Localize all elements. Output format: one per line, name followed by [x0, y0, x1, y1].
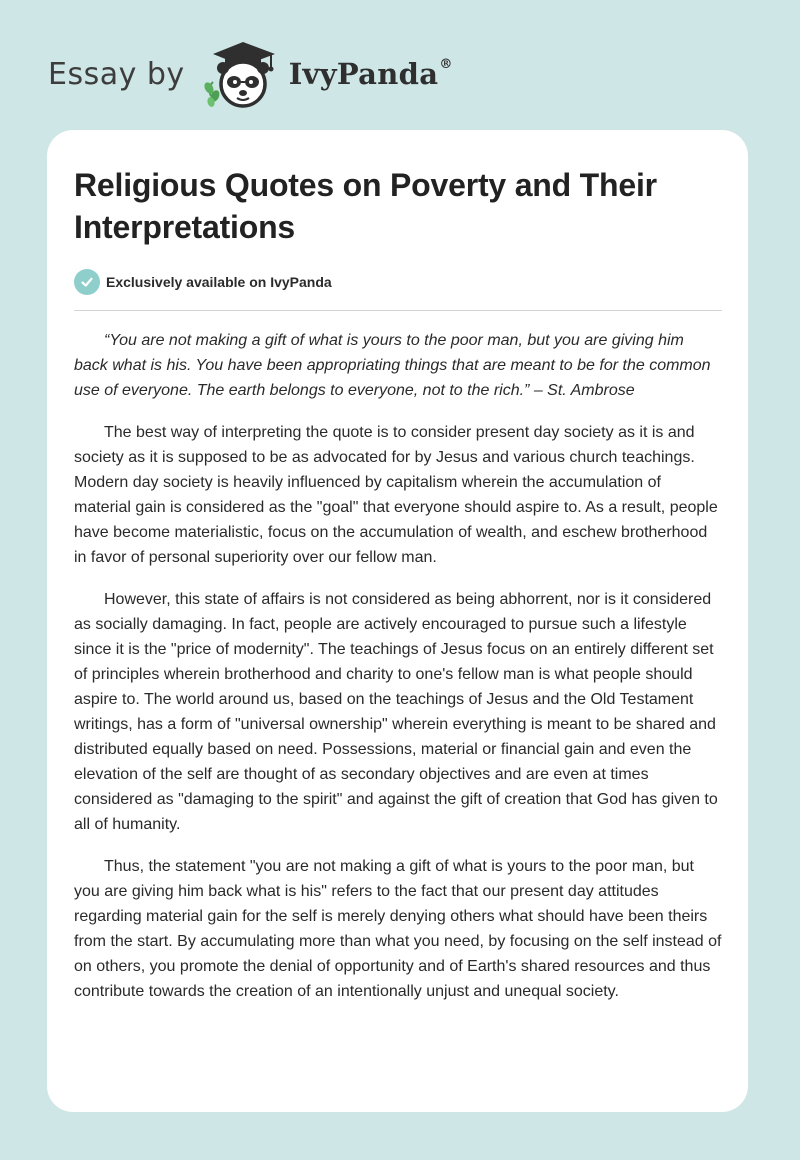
quote-paragraph: “You are not making a gift of what is yours to the poor man, but you are giving him back what is his. You have been appropriating things that are meant to be for the common use of everyone. The earth belongs to everyone, not to the rich.” – St. Ambrose	[74, 332, 711, 399]
page-title: Religious Quotes on Poverty and Their Interpretations	[74, 167, 657, 245]
panda-graduate-icon[interactable]	[199, 38, 283, 110]
essay-by-label: Essay by	[48, 56, 185, 92]
site-header	[48, 38, 453, 110]
exclusive-badge	[74, 269, 722, 311]
brand-label: IvyPanda	[288, 57, 439, 91]
check-icon	[74, 269, 100, 295]
paragraph-3: However, this state of affairs is not considered as being abhorrent, nor is it considered as socially damaging. In fact, people are actively encouraged to pursue such a lifestyle since it is the "price of modernity". The teachings of Jesus focus on an entirely different set of principles wherein brotherhood and charity to one's fellow man is what people should aspire to. The world around us, based on the teachings of Jesus and the Old Testament writings, has a form of "universal ownership" wherein everything is meant to be shared and distributed equally based on need. Possessions, material or financial gain and even the elevation of the self are thought of as secondary objectives and are even at times considered as "damaging to the spirit" and against the gift of creation that God has given to all of humanity.	[74, 591, 718, 833]
paragraph-4: Thus, the statement "you are not making a gift of what is yours to the poor man, but you are giving him back what is his" refers to the fact that our present day attitudes regarding material gain for the self is merely denying others what should have been theirs from the start. By accumulating more than what you need, by focusing on the self instead of on others, you promote the denial of opportunity and of Earth's shared resources and thus contribute towards the creation of an intentionally unjust and unequal society.	[74, 858, 722, 1000]
paragraph-2: The best way of interpreting the quote is to consider present day society as it is and society as it is supposed to be as advocated for by Jesus and various church teachings. Modern day society is heavily influenced by capitalism wherein the accumulation of material gain is considered as the "goal" that everyone should aspire to. As a result, people have become materialistic, focus on the accumulation of wealth, and eschew brotherhood in favor of personal superiority over our fellow man.	[74, 424, 718, 566]
essay-card	[47, 130, 748, 1112]
registered-mark: ®	[439, 57, 453, 72]
brand-name[interactable]	[289, 57, 453, 91]
badge-text: Exclusively available on IvyPanda	[106, 274, 332, 290]
essay-body	[74, 328, 722, 1004]
